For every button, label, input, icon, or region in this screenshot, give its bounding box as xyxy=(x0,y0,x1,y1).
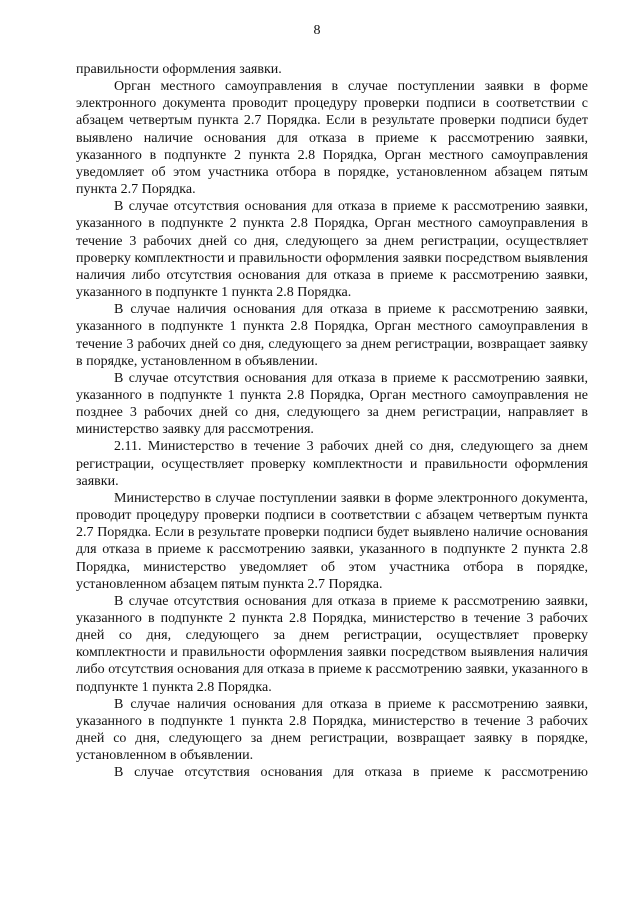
paragraph-local-authority-return: В случае наличия основания для отказа в приеме к рассмотрению заявки, указанного в подпункте 1 пункта 2.8 Порядка, Орган местного самоуправления в течение 3 рабочих дней со дня, следующего за днем регистрации, возвращает заявку в порядке, установленном в объявлении. xyxy=(76,302,588,369)
paragraph-ministry-signature-check: Министерство в случае поступлении заявки в форме электронного документа, проводит процедуру проверки подписи в соответствии с абзацем четвертым пункта 2.7 Порядка. Если в результате проверки подписи будет выявлено наличие основания для отказа в приеме к рассмотрению заявки, указанного в подпункте 2 пункта 2.8 Порядка, министерство уведомляет об этом участника отбора в порядке, установленном абзацем пятым пункта 2.7 Порядка. xyxy=(76,490,588,592)
paragraph-ministry-return: В случае наличия основания для отказа в приеме к рассмотрению заявки, указанного в подпункте 1 пункта 2.8 Порядка, министерство в течение 3 рабочих дней со дня, следующего за днем регистрации, возвращает заявку в порядке, установленном в объявлении. xyxy=(76,696,588,764)
paragraph-ministry-completeness-check: В случае отсутствия основания для отказа в приеме к рассмотрению заявки, указанного в подпункте 2 пункта 2.8 Порядка, министерство в течение 3 рабочих дней со дня, следующего за днем регистрации, осуществляет проверку комплектности и правильности оформления заявки посредством выявления наличия либо отсутствия основания для отказа в приеме к рассмотрению заявки, указанного в подпункте 1 пункта 2.8 Порядка. xyxy=(76,593,588,695)
document-body xyxy=(76,61,588,782)
paragraph-local-authority-forwarding: В случае отсутствия основания для отказа в приеме к рассмотрению заявки, указанного в подпункте 1 пункта 2.8 Порядка, Орган местного самоуправления не позднее 3 рабочих дней со дня, следующего за днем регистрации, направляет в министерство заявку для рассмотрения. xyxy=(76,370,588,438)
paragraph-local-authority-completeness-check: В случае отсутствия основания для отказа в приеме к рассмотрению заявки, указанного в подпункте 2 пункта 2.8 Порядка, Орган местного самоуправления в течение 3 рабочих дней со дня, следующего за днем регистрации, осуществляет проверку комплектности и правильности оформления заявки посредством выявления наличия либо отсутствия основания для отказа в приеме к рассмотрению заявки, указанного в подпункте 1 пункта 2.8 Порядка. xyxy=(76,199,588,301)
page-number: 8 xyxy=(313,23,321,38)
paragraph-clause-2-11: 2.11. Министерство в течение 3 рабочих дней со дня, следующего за днем регистрации, осуществляет проверку комплектности и правильности оформления заявки. xyxy=(76,439,588,489)
paragraph-ministry-absence-start: В случае отсутствия основания для отказа в приеме к рассмотрению xyxy=(114,765,588,781)
paragraph-continuation: правильности оформления заявки. xyxy=(76,62,282,77)
paragraph-local-authority-signature-check: Орган местного самоуправления в случае поступлении заявки в форме электронного документа проводит процедуру проверки подписи в соответствии с абзацем четвертым пункта 2.7 Порядка. Если в результате проверки подписи будет выявлено наличие основания для отказа в приеме к рассмотрению заявки, указанного в подпункте 2 пункта 2.8 Порядка, Орган местного самоуправления уведомляет об этом участника отбора в порядке, установленном абзацем пятым пункта 2.7 Порядка. xyxy=(76,79,588,198)
